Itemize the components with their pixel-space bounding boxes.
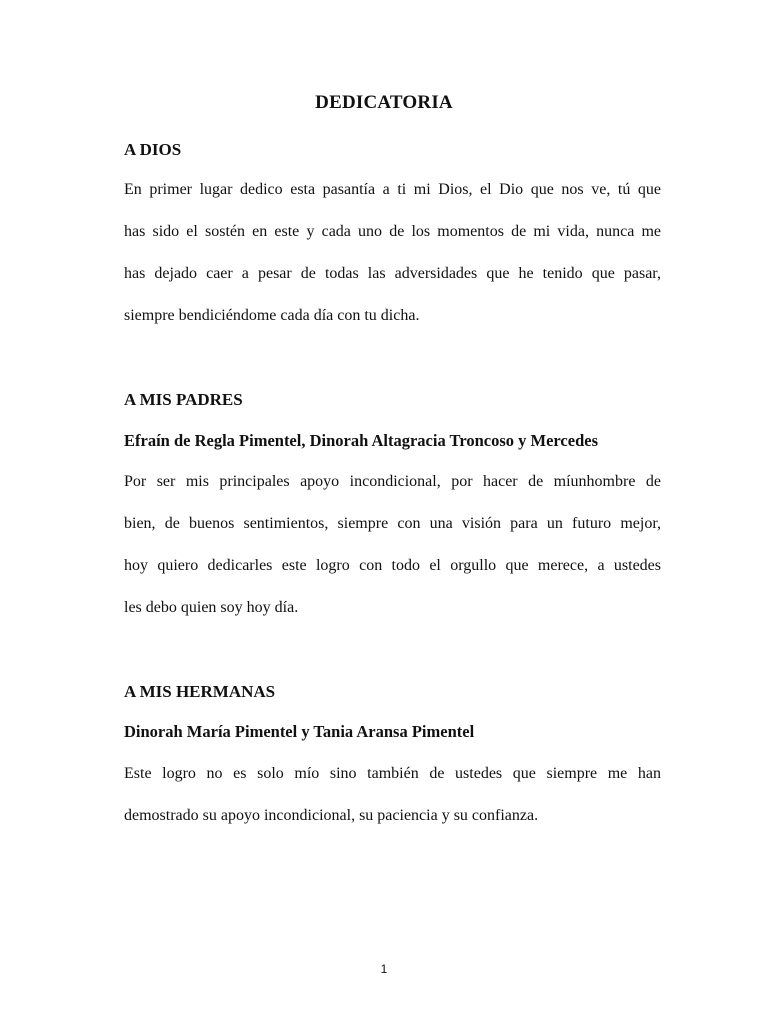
paragraph-line: Por ser mis principales apoyo incondicional, por hacer de míunhombre de bbox=[124, 473, 661, 490]
section-heading-a-mis-padres: A MIS PADRES bbox=[124, 390, 243, 409]
page-title: DEDICATORIA bbox=[315, 92, 453, 113]
sisters-names: Dinorah María Pimentel y Tania Aransa Pimentel bbox=[124, 722, 475, 741]
paragraph-line: Este logro no es solo mío sino también de ustedes que siempre me han bbox=[124, 765, 661, 782]
paragraph-a-mis-padres bbox=[124, 461, 661, 629]
parents-names: Efraín de Regla Pimentel, Dinorah Altagracia Troncoso y Mercedes bbox=[124, 431, 599, 450]
paragraph-line: hoy quiero dedicarles este logro con todo el orgullo que merece, a ustedes bbox=[124, 557, 661, 574]
paragraph-line: siempre bendiciéndome cada día con tu dicha. bbox=[124, 307, 420, 324]
section-heading-a-mis-hermanas: A MIS HERMANAS bbox=[124, 682, 276, 701]
paragraph-line: has dejado caer a pesar de todas las adversidades que he tenido que pasar, bbox=[124, 265, 661, 282]
page-number: 1 bbox=[380, 962, 388, 976]
paragraph-a-dios bbox=[124, 169, 661, 337]
paragraph-line: En primer lugar dedico esta pasantía a ti mi Dios, el Dio que nos ve, tú que bbox=[124, 181, 661, 198]
section-heading-a-dios: A DIOS bbox=[124, 140, 182, 159]
paragraph-line: bien, de buenos sentimientos, siempre con una visión para un futuro mejor, bbox=[124, 515, 661, 532]
paragraph-a-mis-hermanas bbox=[124, 753, 661, 837]
paragraph-line: has sido el sostén en este y cada uno de los momentos de mi vida, nunca me bbox=[124, 223, 661, 240]
paragraph-line: les debo quien soy hoy día. bbox=[124, 599, 299, 616]
paragraph-line: demostrado su apoyo incondicional, su paciencia y su confianza. bbox=[124, 807, 539, 824]
